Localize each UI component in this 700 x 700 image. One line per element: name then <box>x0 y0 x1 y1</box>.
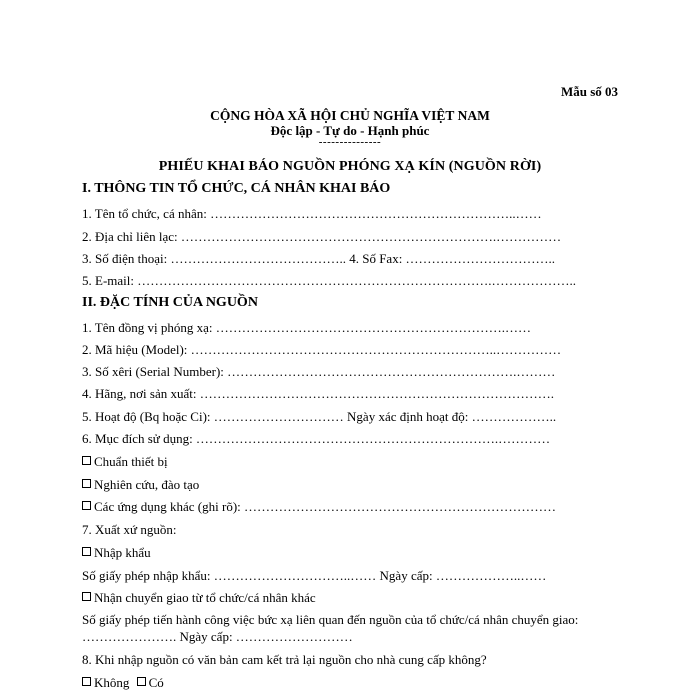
return-options <box>82 675 618 691</box>
form-title: PHIẾU KHAI BÁO NGUỒN PHÓNG XẠ KÍN (NGUỒN RỜI) <box>158 159 542 174</box>
checkbox-transfer[interactable] <box>82 592 91 601</box>
origin-transfer-option <box>82 590 618 606</box>
origin-import-option <box>82 545 618 561</box>
purpose-research-option <box>82 477 618 493</box>
transfer-license-line-2: …………………. Ngày cấp: ……………………… <box>82 629 353 644</box>
email-field: 5. E-mail: ……………………………………………………………………….……………….. <box>82 273 576 288</box>
purpose-calibration-label: Chuẩn thiết bị <box>94 454 168 469</box>
national-motto: Độc lập - Tự do - Hạnh phúc <box>270 123 430 138</box>
form-number: Mẫu số 03 <box>560 84 618 99</box>
return-question: 8. Khi nhập nguồn có văn bản cam kết trả lại nguồn cho nhà cung cấp không? <box>82 652 487 667</box>
return-yes-label: Có <box>148 675 164 690</box>
manufacturer-field: 4. Hãng, nơi sản xuất: ………………………………………………………………………. <box>82 386 554 401</box>
header-divider: --------------- <box>318 136 382 148</box>
origin-transfer-label: Nhận chuyển giao từ tổ chức/cá nhân khác <box>94 590 316 605</box>
purpose-other-option <box>82 499 618 515</box>
purpose-calibration-option <box>82 454 618 470</box>
checkbox-import[interactable] <box>82 547 91 556</box>
section-2-heading: II. ĐẶC TÍNH CỦA NGUỒN <box>82 295 258 310</box>
checkbox-return-yes[interactable] <box>137 677 146 686</box>
purpose-research-label: Nghiên cứu, đào tạo <box>94 477 200 492</box>
phone-fax-field: 3. Số điện thoại: ………………………………….. 4. Số Fax: …………………………….. <box>82 251 556 266</box>
model-field: 2. Mã hiệu (Model): ……………………………………………………………..…………… <box>82 342 562 357</box>
section-1-heading: I. THÔNG TIN TỔ CHỨC, CÁ NHÂN KHAI BÁO <box>82 181 391 196</box>
activity-field: 5. Hoạt độ (Bq hoặc Ci): ………………………… Ngày xác định hoạt độ: ……………….. <box>82 409 557 424</box>
checkbox-research[interactable] <box>82 479 91 488</box>
purpose-field: 6. Mục đích sử dụng: …………………………………………………………….………… <box>82 431 551 446</box>
purpose-other-label: Các ứng dụng khác (ghi rõ): ……………………………………………………………… <box>94 499 557 514</box>
return-no-label: Không <box>94 675 130 690</box>
serial-field: 3. Số xêri (Serial Number): ………………………………………………………….……… <box>82 364 556 379</box>
checkbox-calibration[interactable] <box>82 456 91 465</box>
national-title: CỘNG HÒA XÃ HỘI CHỦ NGHĨA VIỆT NAM <box>210 108 490 123</box>
transfer-license-line-1: Số giấy phép tiến hành công việc bức xạ liên quan đến nguồn của tổ chức/cá nhân chuyển giao: <box>82 612 579 627</box>
address-field: 2. Địa chỉ liên lạc: ……………………………………………………………….…………… <box>82 229 562 244</box>
org-name-field: 1. Tên tổ chức, cá nhân: ……………………………………………………………..…… <box>82 206 542 221</box>
isotope-field: 1. Tên đồng vị phóng xạ: ………………………………………………………….…… <box>82 320 531 335</box>
origin-import-label: Nhập khẩu <box>94 545 151 560</box>
checkbox-return-no[interactable] <box>82 677 91 686</box>
checkbox-other-application[interactable] <box>82 501 91 510</box>
import-license-field: Số giấy phép nhập khẩu: …………………………..…… Ngày cấp: ………………..…… <box>82 568 547 583</box>
origin-label: 7. Xuất xứ nguồn: <box>82 522 177 537</box>
